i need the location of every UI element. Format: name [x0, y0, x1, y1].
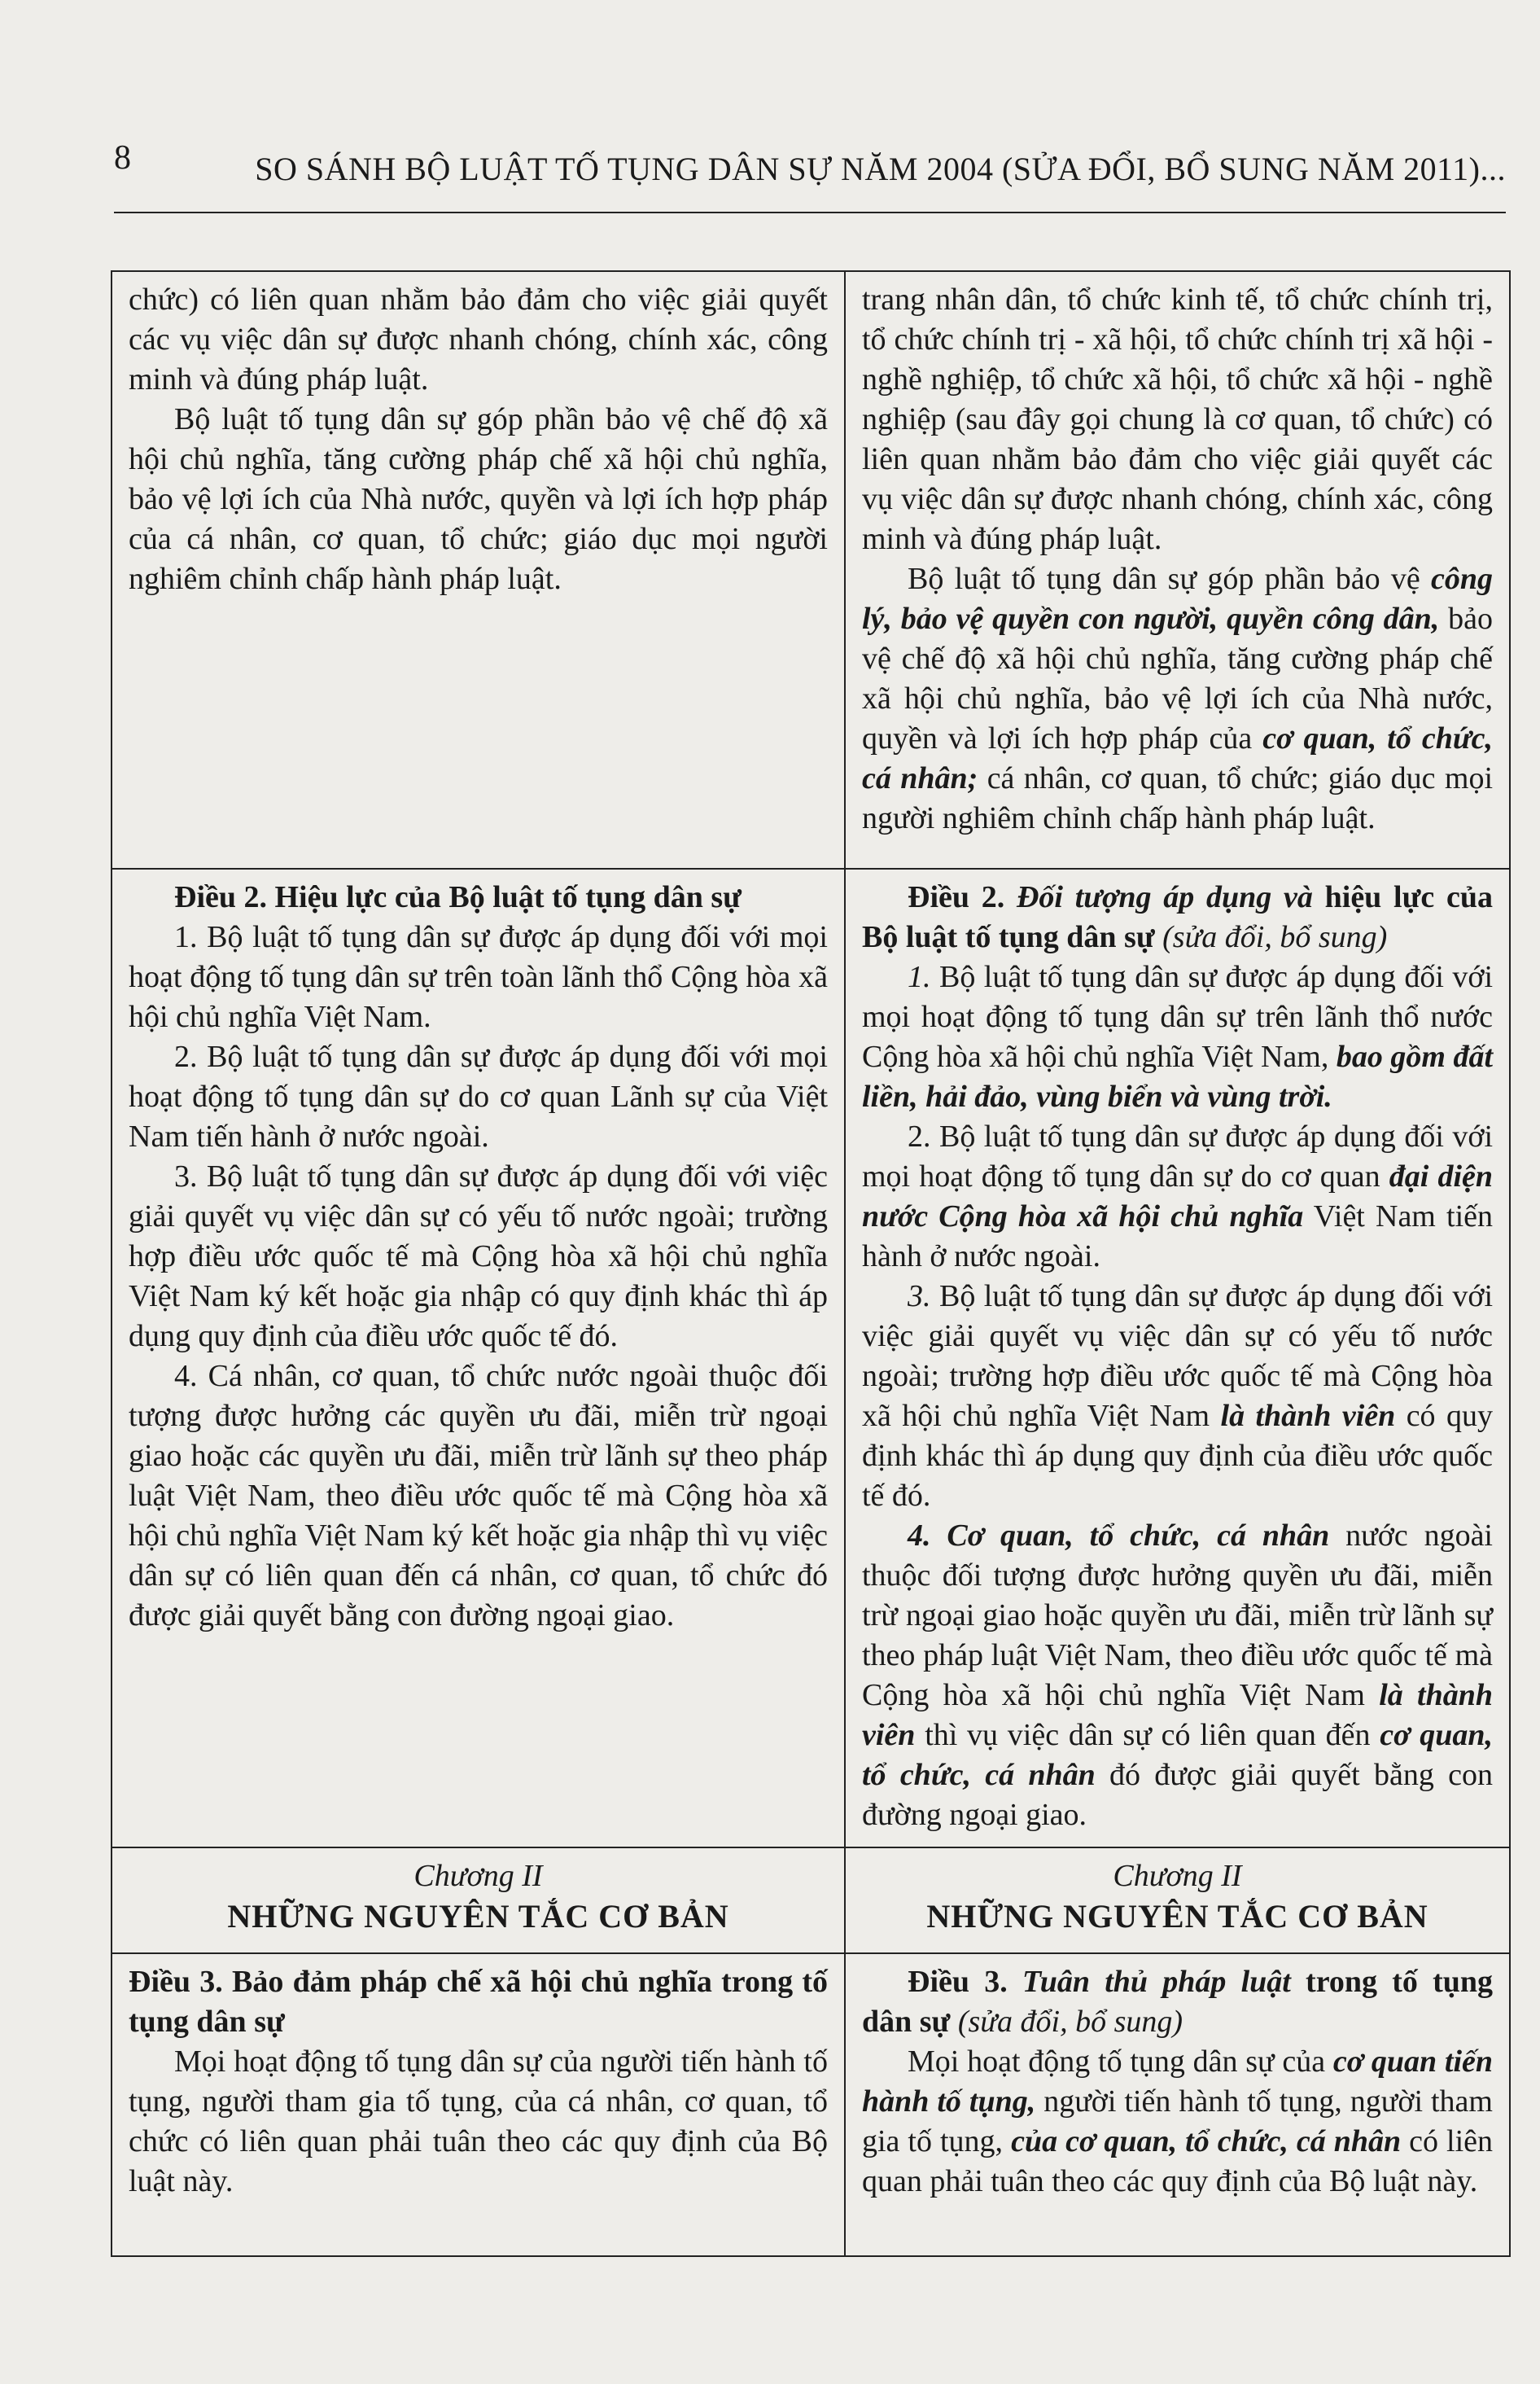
page-header	[114, 138, 1506, 213]
running-title: SO SÁNH BỘ LUẬT TỐ TỤNG DÂN SỰ NĂM 2004 (SỬA ĐỔI, BỔ SUNG NĂM 2011)...	[255, 151, 1506, 187]
clause: 3. Bộ luật tố tụng dân sự được áp dụng đối với việc giải quyết vụ việc dân sự có yếu tố nước ngoài; trường hợp điều ước quốc tế mà Cộng hòa xã hội chủ nghĩa Việt Nam ký kết hoặc gia nhập có quy định khác thì áp dụng quy định của điều ước quốc tế đó.	[129, 1159, 828, 1353]
left-cell	[112, 271, 845, 869]
text-run: 2. Bộ luật tố tụng dân sự được áp dụng đối với mọi hoạt động tố tụng dân sự do cơ quan	[862, 1120, 1493, 1194]
text-run: Việt Nam tiến hành ở nước ngoài.	[862, 1199, 1493, 1273]
left-cell	[112, 869, 845, 1847]
paragraph: Mọi hoạt động tố tụng dân sự của người tiến hành tố tụng, người tham gia tố tụng, của cá nhân, cơ quan, tổ chức có liên quan phải tuân theo các quy định của Bộ luật này.	[129, 2044, 828, 2198]
clause	[862, 958, 1493, 1117]
article-title	[862, 1962, 1493, 2042]
amended-text: cơ quan tiến hành tố tụng,	[862, 2044, 1493, 2119]
left-cell	[112, 1953, 845, 2256]
clause	[862, 1516, 1493, 1835]
chapter-label: Chương II	[413, 1859, 543, 1893]
paragraph	[862, 2042, 1493, 2202]
clause-number: 1.	[908, 960, 931, 994]
amendment-note: (sửa đổi, bổ sung)	[957, 2005, 1183, 2039]
article-title: Điều 3. Bảo đảm pháp chế xã hội chủ nghĩa trong tố tụng dân sự	[129, 1965, 828, 2039]
amended-text: Tuân thủ pháp luật	[1022, 1965, 1291, 1999]
text-run: Bộ luật tố tụng dân sự góp phần bảo vệ	[908, 562, 1431, 596]
amended-text: công lý, bảo vệ quyền con người, quyền công dân,	[862, 562, 1493, 636]
clause-number: 3.	[908, 1279, 931, 1313]
right-cell	[845, 271, 1510, 869]
left-cell	[112, 1847, 845, 1953]
clause: 1. Bộ luật tố tụng dân sự được áp dụng đối với mọi hoạt động tố tụng dân sự trên toàn lãnh thổ Cộng hòa xã hội chủ nghĩa Việt Nam.	[129, 920, 828, 1034]
clause: 4. Cá nhân, cơ quan, tổ chức nước ngoài thuộc đối tượng được hưởng các quyền ưu đãi, miễn trừ ngoại giao hoặc các quyền ưu đãi, miễn trừ lãnh sự theo pháp luật Việt Nam, theo điều ước quốc tế mà Cộng hòa xã hội chủ nghĩa Việt Nam ký kết hoặc gia nhập thì vụ việc dân sự có liên quan đến cá nhân, cơ quan, tổ chức đó được giải quyết bằng con đường ngoại giao.	[129, 1359, 828, 1632]
right-cell	[845, 869, 1510, 1847]
amendment-note: (sửa đổi, bổ sung)	[1162, 920, 1388, 954]
text-run: có liên quan phải tuân theo các quy định của Bộ luật này.	[862, 2124, 1493, 2198]
chapter-title: NHỮNG NGUYÊN TẮC CƠ BẢN	[227, 1898, 729, 1935]
amended-text: 4. Cơ quan, tổ chức, cá nhân	[908, 1518, 1330, 1553]
amended-text: đại diện nước Cộng hòa xã hội chủ nghĩa	[862, 1159, 1494, 1234]
article-title: Điều 2. Hiệu lực của Bộ luật tố tụng dân sự	[174, 880, 742, 914]
amended-text: cơ quan, tổ chức, cá nhân;	[862, 721, 1494, 795]
text-run: bảo vệ chế độ xã hội chủ nghĩa, tăng cường pháp chế xã hội chủ nghĩa, bảo vệ lợi ích của Nhà nước, quyền và lợi ích hợp pháp của	[862, 602, 1493, 756]
table-row	[112, 1953, 1510, 2256]
clause	[862, 1117, 1493, 1277]
paragraph	[862, 559, 1493, 839]
right-cell	[845, 1953, 1510, 2256]
amended-text: Đối tượng áp dụng và	[1016, 880, 1313, 914]
chapter-label: Chương II	[1113, 1859, 1242, 1893]
amended-text: là thành viên	[1220, 1399, 1396, 1433]
amended-text: của cơ quan, tổ chức, cá nhân	[1011, 2124, 1402, 2158]
text-run: có quy định khác thì áp dụng quy định của điều ước quốc tế đó.	[862, 1399, 1493, 1513]
text-run: trong tố tụng dân sự	[862, 1965, 1493, 2039]
text-run: người tiến hành tố tụng, người tham gia tố tụng,	[862, 2084, 1493, 2158]
table-row	[112, 869, 1510, 1847]
text-run: Bộ luật tố tụng dân sự được áp dụng đối với việc giải quyết vụ việc dân sự có yếu tố nước ngoài; trường hợp điều ước quốc tế mà Cộng hòa xã hội chủ nghĩa Việt Nam	[862, 1279, 1493, 1433]
text-run: thì vụ việc dân sự có liên quan đến	[915, 1718, 1380, 1752]
right-cell	[845, 1847, 1510, 1953]
chapter-title: NHỮNG NGUYÊN TẮC CƠ BẢN	[926, 1898, 1428, 1935]
text-run: cá nhân, cơ quan, tổ chức; giáo dục mọi người nghiêm chỉnh chấp hành pháp luật.	[862, 761, 1494, 835]
text-run: Mọi hoạt động tố tụng dân sự của	[908, 2044, 1333, 2079]
table-row	[112, 271, 1510, 869]
text-run: Điều 2.	[908, 880, 1017, 914]
text-run: đó được giải quyết bằng con đường ngoại giao.	[862, 1758, 1493, 1832]
article-title	[862, 878, 1493, 958]
paragraph: chức) có liên quan nhằm bảo đảm cho việc giải quyết các vụ việc dân sự được nhanh chóng, chính xác, công minh và đúng pháp luật.	[129, 283, 828, 397]
paragraph: trang nhân dân, tổ chức kinh tế, tổ chức chính trị, tổ chức chính trị - xã hội, tổ chức chính trị xã hội - nghề nghiệp, tổ chức xã hội, tổ chức xã hội - nghề nghiệp (sau đây gọi chung là cơ quan, tổ chức) có liên quan nhằm bảo đảm cho việc giải quyết các vụ việc dân sự được nhanh chóng, chính xác, công minh và đúng pháp luật.	[862, 283, 1493, 556]
page-number: 8	[114, 139, 131, 177]
text-run: nước ngoài thuộc đối tượng được hưởng quyền ưu đãi, miễn trừ ngoại giao hoặc quyền ưu đãi, miễn trừ lãnh sự theo pháp luật Việt Nam, theo điều ước quốc tế mà Cộng hòa xã hội chủ nghĩa Việt Nam	[862, 1518, 1493, 1712]
comparison-table	[111, 270, 1511, 2257]
amended-text: bao gồm đất liền, hải đảo, vùng biển và vùng trời.	[862, 1040, 1493, 1114]
text-run: hiệu lực của Bộ luật tố tụng dân sự	[862, 880, 1494, 954]
amended-text: cơ quan, tổ chức, cá nhân	[862, 1718, 1493, 1792]
clause: 2. Bộ luật tố tụng dân sự được áp dụng đối với mọi hoạt động tố tụng dân sự do cơ quan Lãnh sự của Việt Nam tiến hành ở nước ngoài.	[129, 1040, 828, 1154]
table-row	[112, 1847, 1510, 1953]
text-run: Bộ luật tố tụng dân sự được áp dụng đối với mọi hoạt động tố tụng dân sự trên lãnh thổ nước Cộng hòa xã hội chủ nghĩa Việt Nam,	[862, 960, 1493, 1074]
text-run: Điều 3.	[908, 1965, 1022, 1999]
paragraph: Bộ luật tố tụng dân sự góp phần bảo vệ chế độ xã hội chủ nghĩa, tăng cường pháp chế xã hội chủ nghĩa, bảo vệ lợi ích của Nhà nước, quyền và lợi ích hợp pháp của cá nhân, cơ quan, tổ chức; giáo dục mọi người nghiêm chỉnh chấp hành pháp luật.	[129, 402, 828, 596]
amended-text: là thành viên	[862, 1678, 1493, 1752]
clause	[862, 1277, 1493, 1516]
